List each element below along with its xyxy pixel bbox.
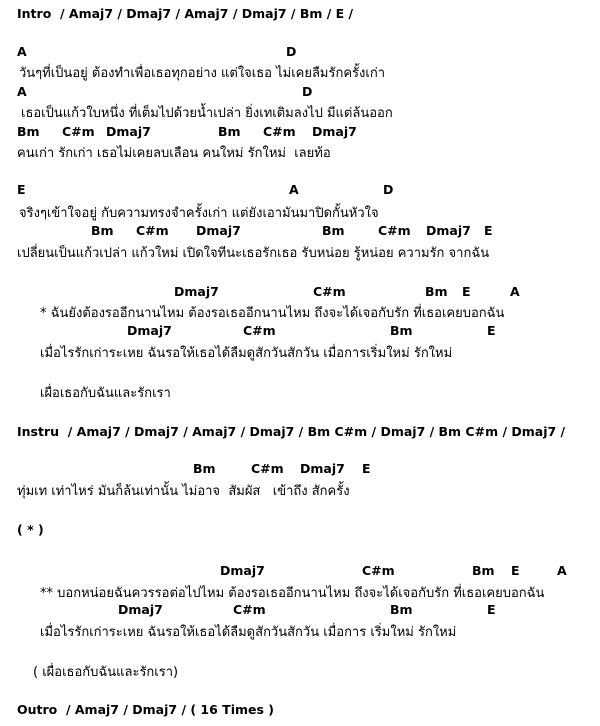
- chord: Bm: [91, 223, 114, 238]
- instru-line: [17, 424, 565, 439]
- chord: Bm: [425, 284, 448, 299]
- verse1-lyric-3: คนเก่า รักเก่า เธอไม่เคยลบเลือน คนใหม่ รักใหม่ เลยท้อ: [17, 146, 331, 161]
- chord: A: [510, 284, 520, 299]
- chord: C#m: [243, 323, 276, 338]
- verse1-lyric-1: วันๆที่เป็นอยู่ ต้องทำเพื่อเธอทุกอย่าง แต่ใจเธอ ไม่เคยลืมรักครั้งเก่า: [19, 66, 385, 81]
- chord: Dmaj7: [127, 323, 172, 338]
- outro-label: Outro: [17, 702, 58, 717]
- chord: Bm: [390, 323, 413, 338]
- verse1-lyric-2: เธอเป็นแก้วใบหนึ่ง ที่เต็มไปด้วยน้ำเปล่า ยิ่งเทเติมลงไป มีแต่ล้นออก: [21, 106, 393, 121]
- chord: C#m: [378, 223, 411, 238]
- outro-progression: / Amaj7 / Dmaj7 / ( 16 Times ): [57, 702, 274, 717]
- chord: Dmaj7: [426, 223, 471, 238]
- outro-line: [17, 702, 274, 717]
- chord: C#m: [313, 284, 346, 299]
- chord: Dmaj7: [196, 223, 241, 238]
- verse2-lyric-2: เปลี่ยนเป็นแก้วเปล่า แก้วใหม่ เปิดใจทีนะเธอรักเธอ รับหน่อย รู้หน่อย ความรัก จากฉัน: [17, 246, 490, 261]
- repeat-marker: ( * ): [17, 522, 44, 537]
- chorus1-lyric-1: * ฉันยังต้องรออีกนานไหม ต้องรอเธออีกนานไหม ถึงจะได้เจอกับรัก ที่เธอเคยบอกฉัน: [40, 306, 505, 321]
- chorus1-tag: เผื่อเธอกับฉันและรักเรา: [40, 386, 171, 401]
- chord: C#m: [62, 124, 95, 139]
- chorus2-lyric-1: ** บอกหน่อยฉันควรรอต่อไปไหม ต้องรอเธออีกนานไหม ถึงจะได้เจอกับรัก ที่เธอเคยบอกฉัน: [40, 586, 545, 601]
- instru-label: Instru: [17, 424, 60, 439]
- chord: Bm: [390, 602, 413, 617]
- chord: E: [362, 461, 371, 476]
- chord: E: [511, 563, 520, 578]
- chord: E: [484, 223, 493, 238]
- chord: C#m: [362, 563, 395, 578]
- chord: Dmaj7: [118, 602, 163, 617]
- chord: E: [17, 182, 26, 197]
- verse2-lyric-1: จริงๆเข้าใจอยู่ กับความทรงจำครั้งเก่า แต่ยังเอามันมาปิดกั้นหัวใจ: [19, 206, 379, 221]
- chord: C#m: [233, 602, 266, 617]
- intro-label: Intro: [17, 6, 52, 21]
- instru-progression: / Amaj7 / Dmaj7 / Amaj7 / Dmaj7 / Bm C#m / Dmaj7 / Bm C#m / Dmaj7 /: [59, 424, 566, 439]
- intro-line: [17, 6, 353, 21]
- chord: E: [487, 602, 496, 617]
- bridge-lyric-1: ทุ่มเท เท่าไหร่ มันก็ล้นเท่านั้น ไม่อาจ สัมผัส เข้าถึง สักครั้ง: [17, 484, 350, 499]
- chord: Dmaj7: [106, 124, 151, 139]
- chord: A: [17, 84, 27, 99]
- chord: Dmaj7: [220, 563, 265, 578]
- chord: C#m: [251, 461, 284, 476]
- chord: Bm: [322, 223, 345, 238]
- chord: Bm: [472, 563, 495, 578]
- chord: E: [462, 284, 471, 299]
- chord: Dmaj7: [312, 124, 357, 139]
- chorus2-tag: ( เผื่อเธอกับฉันและรักเรา): [33, 665, 179, 680]
- chorus1-lyric-2: เมื่อไรรักเก่าระเหย ฉันรอให้เธอได้ลืมดูสักวันสักวัน เมื่อการเริ่มใหม่ รักใหม่: [40, 346, 453, 361]
- chord: Dmaj7: [174, 284, 219, 299]
- chord: A: [17, 44, 27, 59]
- intro-progression: / Amaj7 / Dmaj7 / Amaj7 / Dmaj7 / Bm / E /: [51, 6, 354, 21]
- chord: Bm: [218, 124, 241, 139]
- chord: E: [487, 323, 496, 338]
- chord: D: [286, 44, 297, 59]
- chord: A: [557, 563, 567, 578]
- chord: D: [383, 182, 394, 197]
- chord: D: [302, 84, 313, 99]
- chord: C#m: [263, 124, 296, 139]
- chord: A: [289, 182, 299, 197]
- chord: Dmaj7: [300, 461, 345, 476]
- chord: Bm: [17, 124, 40, 139]
- chorus2-lyric-2: เมื่อไรรักเก่าระเหย ฉันรอให้เธอได้ลืมดูสักวันสักวัน เมื่อการ เริ่มใหม่ รักใหม่: [40, 625, 457, 640]
- chord: C#m: [136, 223, 169, 238]
- chord: Bm: [193, 461, 216, 476]
